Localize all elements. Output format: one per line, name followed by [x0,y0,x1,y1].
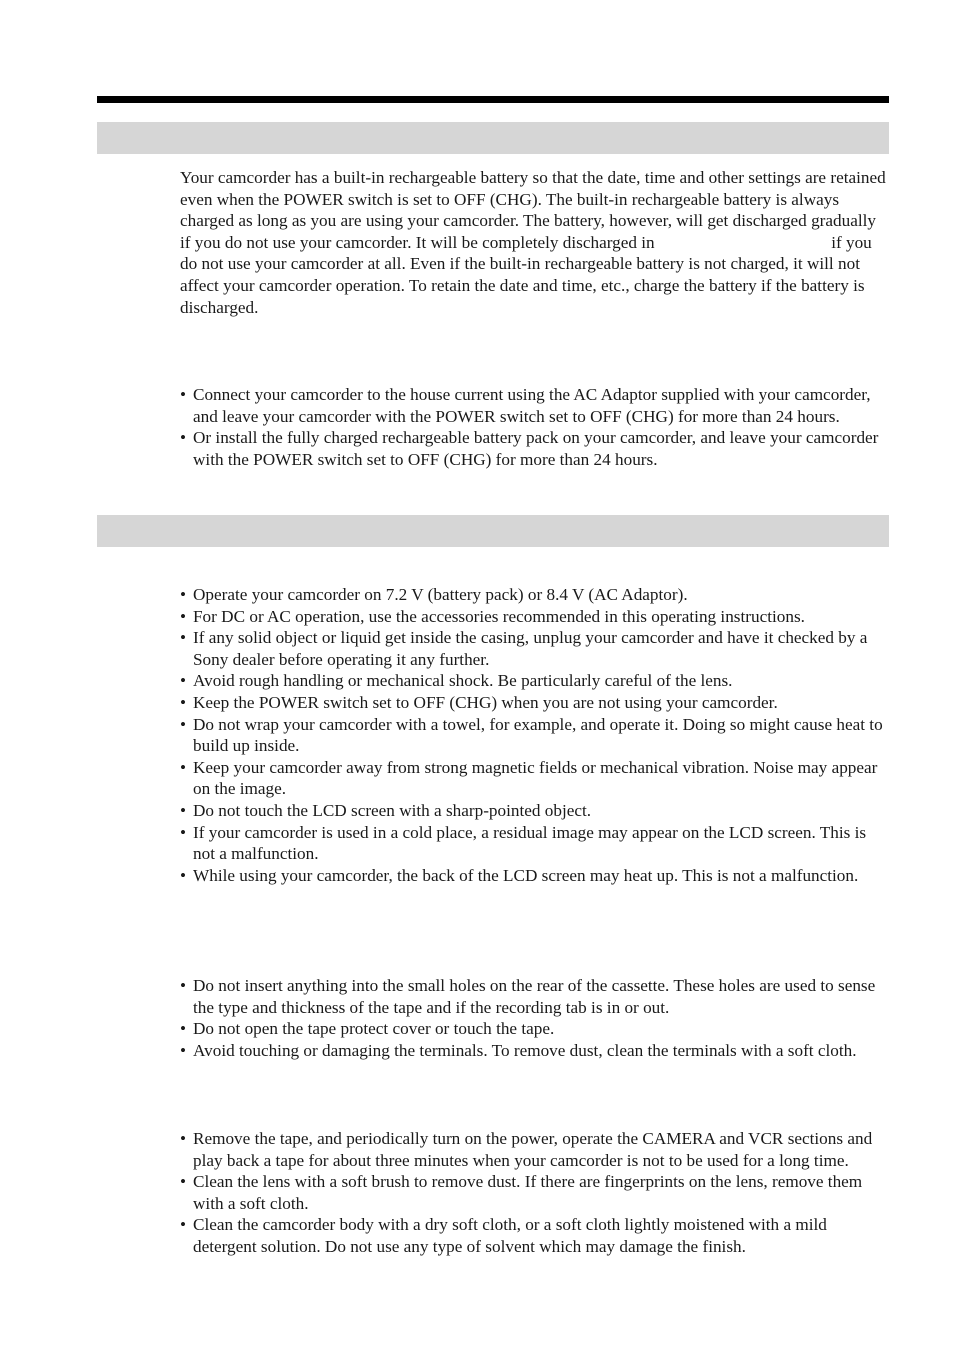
list-item: • Keep the POWER switch set to OFF (CHG) when you are not using your camcorder. [180,692,886,714]
section-bar-precautions [97,515,889,547]
list-item: • Avoid rough handling or mechanical shock. Be particularly careful of the lens. [180,670,886,692]
cassette-list-block [180,975,886,1061]
cassette-list [180,975,886,1061]
list-item: • Clean the camcorder body with a dry soft cloth, or a soft cloth lightly moistened with a mild detergent solution. Do not use any type of solvent which may damage the finish. [180,1214,886,1257]
list-item: • Remove the tape, and periodically turn on the power, operate the CAMERA and VCR sections and play back a tape for about three minutes when your camcorder is not to be used for a long time. [180,1128,886,1171]
charge-list-block [180,384,886,470]
list-item: • Clean the lens with a soft brush to remove dust. If there are fingerprints on the lens, remove them with a soft cloth. [180,1171,886,1214]
list-item: • For DC or AC operation, use the accessories recommended in this operating instructions. [180,606,886,628]
list-item: • Operate your camcorder on 7.2 V (battery pack) or 8.4 V (AC Adaptor). [180,584,886,606]
list-item: • Avoid touching or damaging the terminals. To remove dust, clean the terminals with a soft cloth. [180,1040,886,1062]
list-item: • Do not touch the LCD screen with a sharp-pointed object. [180,800,886,822]
battery-paragraph-part-a: Your camcorder has a built-in rechargeable battery so that the date, time and other settings are retained even when the POWER switch is set to OFF (CHG). The built-in rechargeable battery is always charged as long as you are using your camcorder. The battery, however, will get discharged gradually if you do not use your camcorder. It will be completely discharged in [180,168,886,252]
list-item: • If any solid object or liquid get inside the casing, unplug your camcorder and have it checked by a Sony dealer before operating it any further. [180,627,886,670]
battery-paragraph [180,167,886,318]
list-item: • Do not wrap your camcorder with a towel, for example, and operate it. Doing so might cause heat to build up inside. [180,714,886,757]
maintenance-list-block [180,1128,886,1258]
charge-list [180,384,886,470]
list-item: • Do not open the tape protect cover or touch the tape. [180,1018,886,1040]
operation-list-block [180,584,886,886]
list-item: • Do not insert anything into the small holes on the rear of the cassette. These holes are used to sense the type and thickness of the tape and if the recording tab is in or out. [180,975,886,1018]
list-item: • If your camcorder is used in a cold place, a residual image may appear on the LCD screen. This is not a malfunction. [180,822,886,865]
battery-paragraph-part-b: if you do not use your camcorder at all. Even if the built-in rechargeable battery is not charged, it will not affect your camcorder operation. To retain the date and time, etc., charge the battery if the battery is discharged. [180,232,872,317]
operation-list [180,584,886,886]
list-item: • While using your camcorder, the back of the LCD screen may heat up. This is not a malfunction. [180,865,886,887]
section-bar-battery [97,122,889,154]
maintenance-list [180,1128,886,1258]
top-rule [97,96,889,103]
list-item: • Or install the fully charged rechargeable battery pack on your camcorder, and leave your camcorder with the POWER switch set to OFF (CHG) for more than 24 hours. [180,427,886,470]
list-item: • Connect your camcorder to the house current using the AC Adaptor supplied with your camcorder, and leave your camcorder with the POWER switch set to OFF (CHG) for more than 24 hours. [180,384,886,427]
list-item: • Keep your camcorder away from strong magnetic fields or mechanical vibration. Noise may appear on the image. [180,757,886,800]
